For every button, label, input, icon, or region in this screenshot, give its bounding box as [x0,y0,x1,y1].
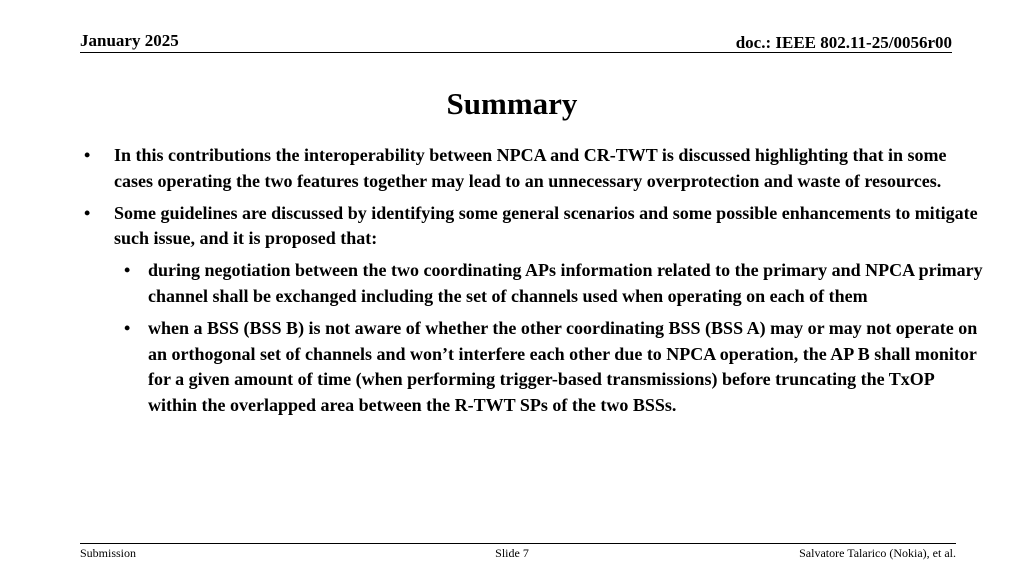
bullet-text: In this contributions the interoperability between NPCA and CR-TWT is discussed highlighting that in some cases operating the two features together may lead to an unnecessary overprotection and waste of resources. [114,145,947,191]
header-doc-id: doc.: IEEE 802.11-25/0056r00 [735,33,952,52]
bullet-text: Some guidelines are discussed by identifying some general scenarios and some possible enhancements to mitigate such issue, and it is proposed that: [114,202,978,249]
slide-body [84,143,984,425]
sub-bullet-item [84,258,984,310]
footer-authors: Salvatore Talarico (Nokia), et al. [799,546,956,560]
bullet-item [84,201,984,253]
footer-submission: Submission [80,546,137,560]
footer-slide-number: Slide 7 [495,546,529,560]
sub-bullet-dot-icon: • [124,260,131,281]
footer-divider [80,543,956,544]
sub-bullet-item [84,316,984,419]
header-date: January 2025 [80,31,179,50]
sub-bullet-text: during negotiation between the two coordinating APs information related to the primary and NPCA primary channel shall be exchanged including the set of channels used when operating on each of them [148,260,983,306]
bullet-dot-icon: • [84,202,91,223]
slide-title: Summary [446,86,578,121]
bullet-item [84,143,984,195]
bullet-dot-icon: • [84,145,91,165]
header-divider [80,52,952,53]
sub-bullet-dot-icon: • [124,317,131,338]
sub-bullet-text: when a BSS (BSS B) is not aware of whether the other coordinating BSS (BSS A) may or may not operate on an orthogonal set of channels and won’t interfere each other due to NPCA operation, the AP B shall monitor for a given amount of time (when performing trigger-based transmissions) before truncating the TxOP within the overlapped area between the R-TWT SPs of the two BSSs. [148,317,978,416]
